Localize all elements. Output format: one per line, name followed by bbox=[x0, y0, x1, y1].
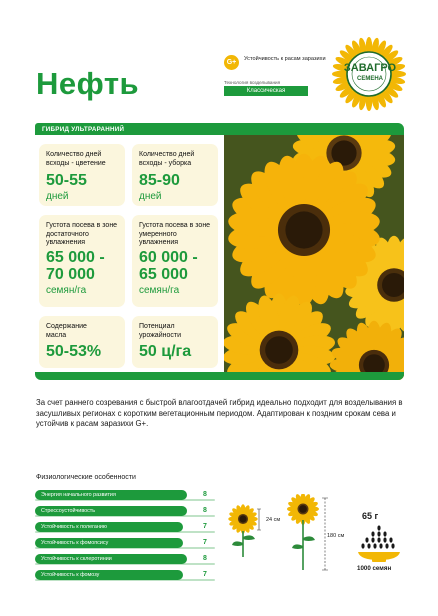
card-oil-content bbox=[39, 316, 125, 368]
hybrid-description: За счет раннего созревания с быстрой влагоотдачей гибрид идеально подходит для возделывания в засушливых регионах с коротким вегетационным периодом. Адаптирован к поздним срокам сева и устойчив к расам заразихи G+. bbox=[36, 398, 403, 428]
trait-label: Стрессоустойчивость bbox=[41, 507, 96, 514]
card-value: 85-90 bbox=[139, 172, 180, 189]
trait-row bbox=[35, 554, 215, 564]
trait-label: Устойчивость к фомопсису bbox=[41, 539, 109, 546]
logo-subtitle: СЕМЕНА bbox=[356, 76, 383, 82]
card-value-line1: 65 000 - bbox=[46, 249, 105, 266]
card-label: Содержание масла bbox=[46, 323, 87, 339]
trait-score: 7 bbox=[203, 539, 207, 546]
seeds-count-label: 1000 семян bbox=[357, 565, 392, 572]
card-density-sufficient bbox=[39, 215, 125, 307]
card-label: Густота посева в зоне достаточного увлажнения bbox=[46, 222, 118, 246]
sunflower-photo bbox=[224, 135, 404, 380]
plant-height-label: 180 см bbox=[327, 533, 345, 539]
resistance-text: Устойчивость к расам заразихи bbox=[244, 56, 326, 62]
hybrid-title: Нефть bbox=[36, 66, 140, 101]
trait-score: 8 bbox=[203, 507, 207, 514]
photo-frame-bottom bbox=[35, 372, 404, 380]
card-value-line2: 70 000 bbox=[46, 266, 95, 283]
trait-label: Устойчивость к полеганию bbox=[41, 523, 107, 530]
technology-label: Технология возделывания bbox=[224, 80, 281, 85]
trait-label: Энергия начального развития bbox=[41, 491, 116, 498]
card-value: 50-55 bbox=[46, 172, 87, 189]
head-size-sunflower-icon bbox=[226, 497, 274, 559]
stats-panel bbox=[35, 135, 224, 380]
trait-score: 8 bbox=[203, 491, 207, 498]
zavagro-logo-icon bbox=[329, 34, 409, 114]
card-flowering-days bbox=[39, 144, 125, 206]
card-value-line1: 60 000 - bbox=[139, 249, 198, 266]
trait-label: Устойчивость к склеротинии bbox=[41, 555, 112, 562]
card-unit: дней bbox=[139, 191, 162, 202]
card-value: 50-53% bbox=[46, 343, 102, 360]
seed-scale-icon bbox=[354, 522, 404, 564]
card-yield-potential bbox=[132, 316, 218, 368]
trait-score: 8 bbox=[203, 555, 207, 562]
technology-value: Классическая bbox=[224, 86, 308, 96]
physiology-title: Физиологические особенности bbox=[36, 474, 136, 481]
card-density-moderate bbox=[132, 215, 218, 307]
trait-score: 7 bbox=[203, 571, 207, 578]
card-label: Количество дней всходы - уборка bbox=[139, 151, 195, 167]
g-plus-badge: G+ bbox=[224, 55, 239, 70]
card-value-line2: 65 000 bbox=[139, 266, 188, 283]
trait-row bbox=[35, 522, 215, 532]
seed-weight: 65 г bbox=[362, 511, 379, 521]
card-label: Густота посева в зоне умеренного увлажнения bbox=[139, 222, 211, 246]
head-size-label: 24 см bbox=[266, 517, 281, 523]
trait-row bbox=[35, 490, 215, 500]
card-unit: дней bbox=[46, 191, 69, 202]
card-value: 50 ц/га bbox=[139, 343, 192, 360]
trait-row bbox=[35, 538, 215, 548]
trait-score: 7 bbox=[203, 523, 207, 530]
hybrid-type-label: ГИБРИД УЛЬТРАРАННИЙ bbox=[42, 125, 125, 133]
logo-name: ЗАВАГРО bbox=[343, 62, 397, 74]
trait-label: Устойчивость к фомозу bbox=[41, 571, 100, 578]
card-label: Количество дней всходы - цветение bbox=[46, 151, 106, 167]
trait-row bbox=[35, 506, 215, 516]
card-label: Потенциал урожайности bbox=[139, 323, 181, 339]
card-unit: семян/га bbox=[46, 285, 87, 296]
card-unit: семян/га bbox=[139, 285, 180, 296]
card-harvest-days bbox=[132, 144, 218, 206]
trait-row bbox=[35, 570, 215, 580]
